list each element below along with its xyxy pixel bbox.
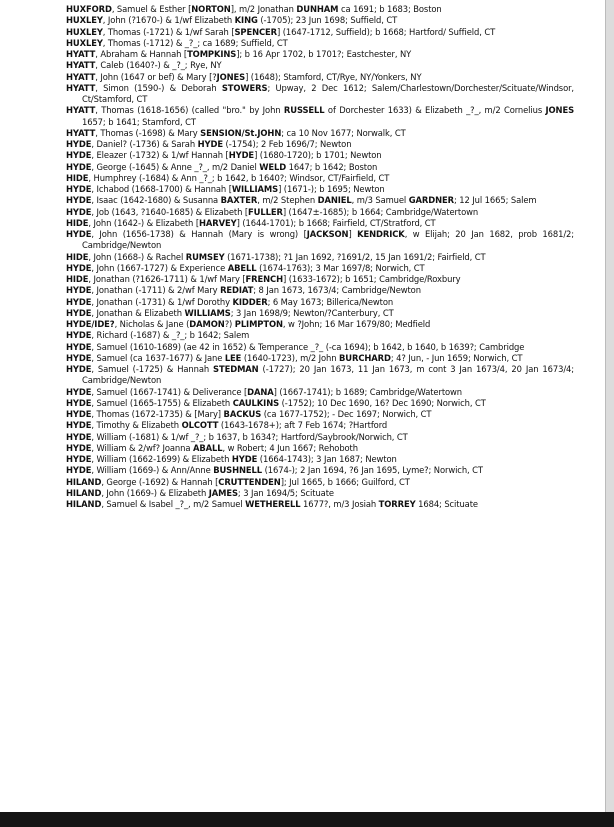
entry-text: ] (1644-1701); b 1668; Fairfield, CT/Stratford, CT	[236, 217, 436, 228]
entry-text: (1674-1763); 3 Mar 1697/8; Norwich, CT	[256, 262, 425, 273]
entry-surname: PLIMPTON	[234, 319, 283, 329]
entry-text: , m/3 Samuel	[351, 195, 409, 206]
entry-text: , Samuel (-1725) & Hannah	[91, 364, 214, 374]
entry-text: ?)	[224, 319, 235, 329]
entry-text: (1674-); 2 Jan 1694, ?6 Jan 1695, Lyme?; Norwich, CT	[262, 465, 483, 476]
entry-surname: HYATT	[66, 60, 96, 71]
entry-surname: HYDE	[66, 465, 92, 476]
marriage-entry	[66, 195, 574, 206]
entry-surname: HYDE	[66, 397, 92, 408]
entry-surname: HYDE	[231, 454, 258, 464]
entry-surname: WELD	[259, 161, 287, 172]
entry-text: (1640-1723), m/2 John	[241, 352, 340, 363]
entry-surname: HYDE	[66, 352, 92, 363]
entry-text: , Jonathan (-1731) & 1/wf Dorothy	[91, 296, 233, 307]
marriage-entry	[66, 465, 574, 476]
entry-text: , w Robert; 4 Jun 1667; Rehoboth	[222, 442, 358, 453]
entry-text: ], m/2 Jonathan	[230, 4, 297, 14]
entry-text: (1643-1678+); aft 7 Feb 1674; ?Hartford	[218, 420, 388, 431]
entry-surname: HYDE	[66, 307, 92, 318]
entry-surname: JAMES	[208, 487, 238, 498]
entry-text: , Samuel & Isabel _?_, m/2 Samuel	[101, 499, 246, 509]
entry-text: , Samuel (ca 1637-1677) & Jane	[91, 352, 225, 363]
entry-surname: HILAND	[66, 487, 102, 498]
entry-surname: GARDNER	[408, 195, 454, 206]
entry-text: ; 3 Jan 1698/9; Newton/?Canterbury, CT	[230, 307, 394, 318]
marriage-entry	[66, 184, 574, 195]
entry-text: , William (-1681) & 1/wf _?_; b 1637, b 1634?; Hartford/Saybrook/Norwich, CT	[91, 431, 408, 442]
entry-text: , Abraham & Hannah [	[95, 49, 188, 59]
marriage-entry	[66, 72, 574, 83]
marriage-entry	[66, 229, 574, 252]
entry-surname: HYATT	[66, 49, 96, 59]
entry-text: , John (1656-1738) & Hannah (Mary is wrong) [	[91, 229, 307, 239]
entry-surname: FRENCH	[245, 274, 284, 284]
entry-surname: RUSSELL	[283, 105, 325, 116]
entry-text: , Jonathan & Elizabeth	[91, 307, 185, 318]
marriage-entry	[66, 4, 574, 15]
entry-surname: HYDE	[197, 139, 223, 149]
entry-surname: HYDE	[66, 364, 92, 374]
entry-surname: TORREY	[378, 499, 416, 509]
marriage-entry	[66, 432, 574, 443]
marriage-entry	[66, 128, 574, 139]
marriage-entry	[66, 308, 574, 319]
marriage-entry	[66, 488, 574, 499]
marriage-entry	[66, 274, 574, 285]
marriage-entry	[66, 330, 574, 341]
marriage-entry	[66, 139, 574, 150]
marriage-entry	[66, 60, 574, 71]
entry-surname: HUXLEY	[66, 15, 103, 26]
entry-text: 1657; b 1641; Stamford, CT	[82, 116, 196, 127]
entry-surname: HIDE	[66, 172, 89, 183]
marriage-entry	[66, 398, 574, 409]
entry-surname: HYDE	[66, 150, 92, 161]
entry-surname: HYDE	[66, 139, 92, 149]
entry-text: , w ?John; 16 Mar 1679/80; Medfield	[282, 319, 431, 329]
entry-surname: HYDE	[66, 386, 92, 397]
entry-surname: HYDE	[66, 454, 92, 464]
entry-text: , Samuel (1610-1689) (ae 42 in 1652) & Temperance _?_ (-ca 1694); b 1642, b 1640, b 1639?; Cambridge	[91, 341, 525, 352]
entry-surname: HYDE	[66, 296, 92, 307]
marriage-entry	[66, 387, 574, 398]
entry-surname: HIDE	[66, 274, 89, 284]
entry-surname: JONES	[216, 71, 246, 82]
entry-surname: HYDE	[66, 285, 92, 296]
entry-surname: HYDE	[66, 341, 92, 352]
entry-text: ]; Jul 1665, b 1666; Guilford, CT	[280, 476, 410, 487]
entry-surname: HUXLEY	[66, 26, 103, 37]
entry-surname: HILAND	[66, 499, 102, 509]
entry-surname: DUNHAM	[296, 4, 339, 14]
entry-text: , George (-1692) & Hannah [	[101, 476, 219, 487]
entry-text: ; 4? Jun, - Jun 1659; Norwich, CT	[390, 352, 523, 363]
entry-text: (-1705); 23 Jun 1698; Suffield, CT	[257, 15, 398, 26]
marriage-entry	[66, 252, 574, 263]
entry-surname: BUSHNELL	[213, 465, 263, 476]
entry-surname: HYDE	[66, 195, 92, 206]
entry-surname: BACKUS	[223, 409, 262, 419]
entry-text: ; 3 Jan 1694/5; Scituate	[237, 487, 334, 498]
entry-text: ] (1633-1672); b 1651; Cambridge/Roxbury	[283, 274, 461, 284]
marriage-entry	[66, 207, 574, 218]
entry-surname: HYDE	[66, 161, 92, 172]
entry-text: , w Elijah; 20 Jan 1682, prob 1681/2; Cambridge/Newton	[82, 229, 574, 251]
page-edge-right	[605, 0, 614, 812]
entry-surname: WETHERELL	[245, 499, 301, 509]
entry-text: , Nicholas & Jane (	[114, 319, 190, 329]
entry-text: (-1752); 10 Dec 1690, 16? Dec 1690; Norwich, CT	[279, 397, 486, 408]
marriage-entry	[66, 173, 574, 184]
marriage-entry	[66, 218, 574, 229]
entry-surname: HYDE	[66, 409, 92, 419]
entry-text: , Thomas (1618-1656) (called "bro." by John	[95, 105, 284, 116]
marriage-entry-list	[66, 4, 574, 510]
entry-surname: HYDE	[66, 420, 92, 431]
entry-text: ; 6 May 1673; Billerica/Newton	[267, 296, 394, 307]
entry-text: , William & 2/wf? Joanna	[91, 442, 193, 453]
entry-text: , Eleazer (-1732) & 1/wf Hannah [	[91, 150, 229, 161]
entry-text: , Caleb (1640?-) & _?_; Rye, NY	[95, 60, 222, 71]
entry-surname: DANIEL	[317, 195, 352, 206]
entry-surname: ABALL	[192, 442, 223, 453]
entry-surname: HIDE	[66, 251, 89, 262]
entry-surname: KIDDER	[232, 296, 268, 307]
entry-text: ]	[348, 229, 358, 239]
marriage-entry	[66, 38, 574, 49]
entry-text: , Thomas (-1712) & _?_; ca 1689; Suffield, CT	[102, 37, 288, 48]
entry-text: (1664-1743); 3 Jan 1687; Newton	[257, 454, 397, 464]
marriage-entry	[66, 342, 574, 353]
entry-text: , Daniel? (-1736) & Sarah	[91, 139, 198, 149]
marriage-entry	[66, 150, 574, 161]
entry-text: , Samuel & Esther [	[111, 4, 192, 14]
entry-text: 1684; Scituate	[415, 499, 478, 509]
entry-text: ]; b 16 Apr 1702, b 1701?; Eastchester, NY	[236, 49, 412, 59]
entry-surname: BURCHARD	[339, 352, 391, 363]
marriage-entry	[66, 15, 574, 26]
entry-surname: WILLIAMS	[231, 184, 279, 194]
entry-text: , Simon (1590-) & Deborah	[95, 82, 222, 93]
entry-text: ; 8 Jan 1673, 1673/4; Cambridge/Newton	[253, 285, 421, 296]
entry-surname: RUMSEY	[185, 251, 225, 262]
entry-text: (-1727); 20 Jan 1673, 11 Jan 1673, m cont 3 Jan 1673/4, 20 Jan 1673/4; Cambridge/Newton	[82, 364, 574, 386]
entry-text: , Samuel (1667-1741) & Deliverance [	[91, 386, 248, 397]
entry-surname: LEE	[224, 352, 242, 363]
entry-text: , Job (1643, ?1640-1685) & Elizabeth [	[91, 206, 249, 217]
entry-surname: HIDE	[66, 217, 89, 228]
entry-surname: HYDE	[66, 431, 92, 442]
entry-surname: HYATT	[66, 105, 96, 116]
entry-text: , Ichabod (1668-1700) & Hannah [	[91, 184, 232, 194]
marriage-entry	[66, 297, 574, 308]
entry-surname: HYDE	[228, 150, 255, 161]
marriage-entry	[66, 443, 574, 454]
entry-surname: STEDMAN	[213, 364, 259, 374]
entry-text: ca 1691; b 1683; Boston	[338, 4, 442, 14]
entry-surname: FULLER	[248, 206, 283, 217]
entry-text: , Isaac (1642-1680) & Susanna	[91, 195, 221, 206]
entry-text: ] (1647±-1685); b 1664; Cambridge/Watertown	[282, 206, 479, 217]
entry-surname: KING	[234, 15, 258, 26]
entry-surname: NORTON	[191, 4, 231, 14]
entry-surname: HARVEY	[199, 217, 237, 228]
entry-text: , Thomas (-1721) & 1/wf Sarah [	[102, 26, 235, 37]
entry-text: ] (1648); Stamford, CT/Rye, NY/Yonkers, NY	[245, 71, 422, 82]
entry-surname: HYDE	[66, 206, 92, 217]
entry-text: , Jonathan (-1711) & 2/wf Mary	[91, 285, 221, 296]
marriage-entry	[66, 420, 574, 431]
entry-text: ; 12 Jul 1665; Salem	[453, 195, 537, 206]
entry-text: , Timothy & Elizabeth	[91, 420, 182, 431]
entry-surname: TOMPKINS	[187, 49, 237, 59]
marriage-entry	[66, 353, 574, 364]
entry-text: (-1754); 2 Feb 1696/7; Newton	[222, 139, 352, 149]
entry-surname: HYATT	[66, 127, 96, 138]
entry-text: , Samuel (1665-1755) & Elizabeth	[91, 397, 233, 408]
entry-text: ] (1680-1720); b 1701; Newton	[254, 150, 382, 161]
entry-surname: HYATT	[66, 71, 96, 82]
entry-text: (ca 1677-1752); - Dec 1697; Norwich, CT	[261, 409, 432, 419]
entry-text: ; ca 10 Nov 1677; Norwalk, CT	[281, 127, 406, 138]
scan-border-bottom	[0, 812, 614, 827]
entry-text: , William (1662-1699) & Elizabeth	[91, 454, 232, 464]
entry-text: of Dorchester 1633) & Elizabeth _?_, m/2 Cornelius	[324, 105, 546, 116]
entry-surname: CAULKINS	[232, 397, 280, 408]
entry-surname: HYDE	[66, 262, 92, 273]
entry-surname: OLCOTT	[181, 420, 219, 431]
entry-text: , John (1642-) & Elizabeth [	[88, 217, 199, 228]
entry-surname: HUXFORD	[66, 4, 112, 14]
entry-surname: DAMON	[189, 319, 225, 329]
entry-surname: BAXTER	[220, 195, 258, 206]
entry-surname: REDIAT	[220, 285, 254, 296]
entry-text: , John (?1670-) & 1/wf Elizabeth	[102, 15, 235, 26]
marriage-entry	[66, 27, 574, 38]
entry-text: , John (1647 or bef) & Mary [?	[95, 71, 217, 82]
entry-surname: ABELL	[227, 262, 257, 273]
entry-text: 1647; b 1642; Boston	[286, 161, 378, 172]
marriage-entry	[66, 263, 574, 274]
entry-surname: HYDE	[66, 184, 92, 194]
marriage-entry	[66, 285, 574, 296]
entry-text: ; Upway, 2 Dec 1612; Salem/Charlestown/Dorchester/Scituate/Windsor, Ct/Stamford, CT	[82, 82, 574, 104]
marriage-entry	[66, 162, 574, 173]
entry-surname: HYATT	[66, 82, 96, 93]
entry-text: 1677?, m/3 Josiah	[300, 499, 379, 509]
entry-surname: CRUTTENDEN	[218, 476, 281, 487]
marriage-entry	[66, 319, 574, 330]
entry-surname: STOWERS	[221, 82, 268, 93]
entry-surname: JACKSON	[306, 229, 349, 239]
marriage-entry	[66, 477, 574, 488]
marriage-entry	[66, 454, 574, 465]
marriage-entry	[66, 409, 574, 420]
entry-surname: SENSION/St.JOHN	[200, 127, 282, 138]
entry-surname: HYDE/IDE?	[66, 319, 115, 329]
marriage-entry	[66, 364, 574, 387]
entry-surname: HYDE	[66, 442, 92, 453]
entry-surname: WILLIAMS	[184, 307, 231, 318]
marriage-entry	[66, 49, 574, 60]
marriage-entry	[66, 499, 574, 510]
entry-text: , Humphrey (-1684) & Ann _?_; b 1642, b 1640?; Windsor, CT/Fairfield, CT	[88, 172, 390, 183]
entry-surname: HYDE	[66, 229, 92, 239]
entry-text: , Thomas (-1698) & Mary	[95, 127, 201, 138]
entry-surname: HILAND	[66, 476, 102, 487]
entry-text: , John (1669-) & Elizabeth	[101, 487, 209, 498]
entry-text: , George (-1645) & Anne _?_, m/2 Daniel	[91, 161, 260, 172]
marriage-entry	[66, 105, 574, 128]
entry-surname: SPENCER	[234, 26, 278, 37]
entry-surname: KENDRICK	[357, 229, 405, 239]
entry-surname: HYDE	[66, 330, 92, 341]
entry-surname: HUXLEY	[66, 37, 103, 48]
entry-text: , Jonathan (?1626-1711) & 1/wf Mary [	[88, 274, 246, 284]
entry-text: ] (1671-); b 1695; Newton	[278, 184, 385, 194]
entry-surname: DANA	[247, 386, 274, 397]
marriage-entry	[66, 83, 574, 106]
entry-text: , William (1669-) & Ann/Anne	[91, 465, 214, 476]
entry-text: ] (1647-1712, Suffield); b 1668; Hartford/ Suffield, CT	[277, 26, 496, 37]
entry-text: , Thomas (1672-1735) & [Mary]	[91, 409, 224, 419]
entry-text: , Richard (-1687) & _?_; b 1642; Salem	[91, 330, 250, 341]
entry-surname: JONES	[545, 105, 574, 116]
entry-text: , m/2 Stephen	[257, 195, 318, 206]
entry-text: , John (1668-) & Rachel	[88, 251, 186, 262]
entry-text: ] (1667-1741); b 1689; Cambridge/Watertown	[273, 386, 462, 397]
entry-text: , John (1667-1727) & Experience	[91, 262, 228, 273]
entry-text: (1671-1738); ?1 Jan 1692, ?1691/2, 15 Jan 1691/2; Fairfield, CT	[224, 251, 486, 262]
